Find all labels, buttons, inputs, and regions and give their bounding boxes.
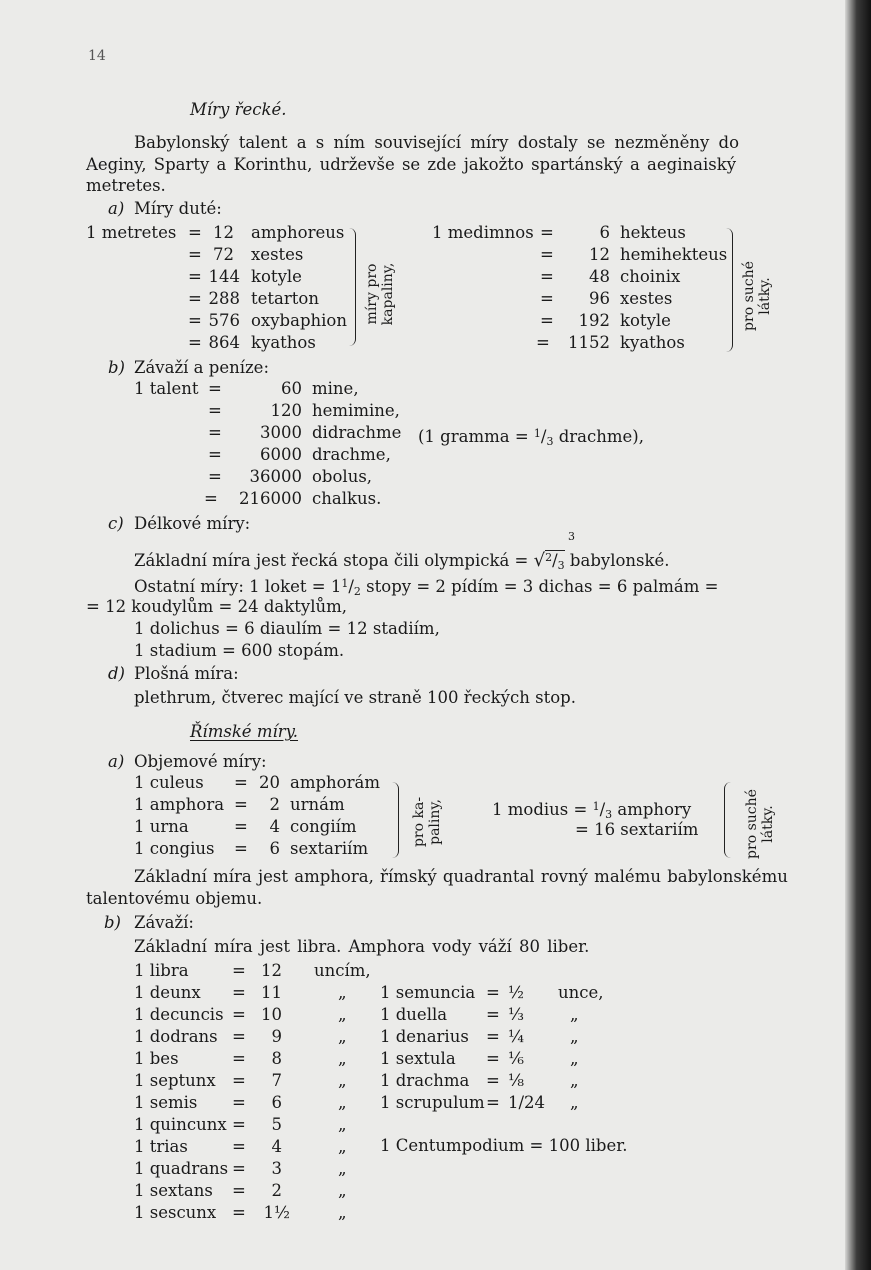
- table-row: = 144 kotyle: [188, 267, 302, 286]
- table-row: = 12 hemihekteus: [540, 245, 728, 264]
- table-row: 1 quincunx = 5 „: [134, 1115, 347, 1134]
- liquid-brace: [349, 228, 356, 346]
- table-row: 1 talent = 60 mine,: [134, 379, 359, 398]
- other-measures-line-2: = 12 koudylům = 24 daktylům,: [86, 597, 348, 616]
- intro-line-1: Babylonský talent a s ním související míry dostaly se nezměněny do: [134, 133, 740, 152]
- table-row: = 120 hemimine,: [208, 401, 400, 420]
- table-row: 1 congius = 6 sextariím: [134, 839, 369, 858]
- table-row: 1 semis = 6 „: [134, 1093, 347, 1112]
- greek-dry-table: [432, 222, 732, 354]
- roman-liquid-brace-label: pro ka- paliny,: [411, 796, 443, 848]
- libra-table: [134, 960, 374, 1224]
- table-row: 1 drachma = ⅛ „: [380, 1071, 579, 1090]
- table-row: 1 septunx = 7 „: [134, 1071, 347, 1090]
- centumpondium-line: 1 Centumpodium = 100 liber.: [380, 1136, 628, 1155]
- page-edge-shadow: [845, 0, 871, 1270]
- table-row: = 216000 chalkus.: [204, 489, 382, 508]
- table-row: 1 sextans = 2 „: [134, 1181, 347, 1200]
- roman-b-title: Závaží:: [134, 913, 194, 932]
- table-row: = 1152 kyathos: [536, 333, 685, 352]
- other-measures-line-3: 1 dolichus = 6 diaulím = 12 stadiím,: [134, 619, 440, 638]
- table-row: 1 semuncia = ½ unce,: [380, 983, 604, 1002]
- liquid-brace-label: míry pro kapaliny,: [364, 262, 396, 326]
- table-row: 1 scrupulum = 1/24 „: [380, 1093, 579, 1112]
- dry-brace-label: pro suché látky.: [741, 261, 773, 331]
- greek-c-title: Délkové míry:: [134, 514, 251, 533]
- table-row: = 36000 obolus,: [208, 467, 373, 486]
- roman-a-label: a): [108, 752, 125, 771]
- root-index: 3: [568, 530, 575, 543]
- roman-a-title: Objemové míry:: [134, 752, 267, 771]
- table-row: 1 urna = 4 congiím: [134, 817, 357, 836]
- table-row: 1 decuncis = 10 „: [134, 1005, 347, 1024]
- greek-a-label: a): [108, 199, 125, 218]
- roman-section-title: Římské míry.: [190, 722, 299, 741]
- table-row: = 288 tetarton: [188, 289, 319, 308]
- table-row: 1 metretes = 12 amphoreus: [86, 223, 345, 242]
- table-row: 1 medimnos = 6 hekteus: [432, 223, 686, 242]
- greek-b-label: b): [108, 358, 125, 377]
- table-row: = 96 xestes: [540, 289, 673, 308]
- greek-b-title: Závaží a peníze:: [134, 358, 270, 377]
- modius-line-2: = 16 sextariím: [575, 820, 699, 839]
- table-row: = 576 oxybaphion: [188, 311, 347, 330]
- table-row: = 864 kyathos: [188, 333, 316, 352]
- roman-liquid-table: [134, 772, 394, 860]
- greek-d-title: Plošná míra:: [134, 664, 239, 683]
- roman-liquid-brace: [392, 782, 399, 858]
- roman-base-line-1: Základní míra jest amphora, římský quadrantal rovný malému babylonskému: [134, 867, 788, 886]
- table-row: 1 denarius = ¼ „: [380, 1027, 579, 1046]
- modius-line-1: 1 modius = $^1/_3$ amphory: [492, 800, 692, 821]
- greek-c-label: c): [108, 514, 124, 533]
- table-row: 1 amphora = 2 urnám: [134, 795, 345, 814]
- greek-liquid-table: [86, 222, 356, 354]
- table-row: 1 culeus = 20 amphorám: [134, 773, 380, 792]
- table-row: 1 duella = ⅓ „: [380, 1005, 579, 1024]
- greek-weight-table: [134, 378, 434, 510]
- roman-dry-brace: [724, 782, 731, 858]
- roman-base-line-2: talentovému objemu.: [86, 889, 263, 908]
- table-row: 1 deunx = 11 „: [134, 983, 347, 1002]
- length-base-line: Základní míra jest řecká stopa čili olympická = $√^2/_3$ babylonské.: [134, 550, 670, 572]
- greek-section-title: Míry řecké.: [190, 100, 287, 119]
- greek-a-title: Míry duté:: [134, 199, 222, 218]
- table-row: 1 sextula = ⅙ „: [380, 1049, 579, 1068]
- table-row: 1 trias = 4 „: [134, 1137, 347, 1156]
- gramma-note: (1 gramma = $^1/_3$ drachme),: [418, 427, 644, 448]
- greek-d-text: plethrum, čtverec mající ve straně 100 řeckých stop.: [134, 688, 576, 707]
- page-number: 14: [88, 48, 106, 64]
- other-measures-line-4: 1 stadium = 600 stopám.: [134, 641, 345, 660]
- table-row: = 72 xestes: [188, 245, 304, 264]
- table-row: = 48 choinix: [540, 267, 681, 286]
- table-row: 1 dodrans = 9 „: [134, 1027, 347, 1046]
- greek-d-label: d): [108, 664, 125, 683]
- intro-line-2: Aeginy, Sparty a Korinthu, udrževše se zde jakožto spartánský a aeginaiský: [86, 155, 737, 174]
- intro-line-3: metretes.: [86, 176, 166, 195]
- table-row: 1 sescunx = 1½ „: [134, 1203, 347, 1222]
- roman-b-base: Základní míra jest libra. Amphora vody váží 80 liber.: [134, 937, 590, 956]
- table-row: 1 quadrans = 3 „: [134, 1159, 347, 1178]
- roman-dry-brace-label: pro suché látky.: [744, 789, 776, 859]
- table-row: 1 bes = 8 „: [134, 1049, 347, 1068]
- uncia-table: [380, 982, 620, 1114]
- dry-brace: [726, 228, 733, 352]
- root-sign: √: [533, 550, 546, 571]
- table-row: = 3000 didrachme: [208, 423, 402, 442]
- other-measures-line-1: Ostatní míry: 1 loket = $1^1/_2$ stopy = 2 pídím = 3 dichas = 6 palmám =: [134, 577, 719, 598]
- roman-b-label: b): [104, 913, 121, 932]
- table-row: = 6000 drachme,: [208, 445, 391, 464]
- table-row: = 192 kotyle: [540, 311, 671, 330]
- table-row: 1 libra = 12 uncím,: [134, 961, 371, 980]
